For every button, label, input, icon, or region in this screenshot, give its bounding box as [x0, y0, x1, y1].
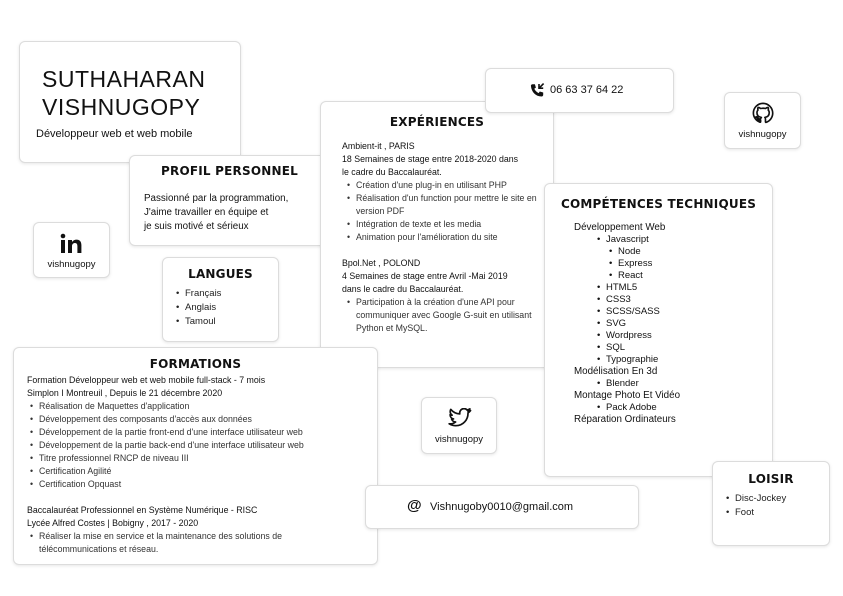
language-item: • Anglais	[173, 301, 221, 315]
linkedin-icon	[60, 233, 84, 255]
formation-bullet: • Certification Opquast	[27, 478, 372, 491]
skill-web-items	[594, 282, 680, 366]
skill-category: Développement Web	[574, 222, 666, 233]
skills-list	[574, 222, 680, 426]
profile-line: J'aime travailler en équipe et	[144, 207, 269, 218]
formation-place: Simplon I Montreuil , Depuis le 21 décembre 2020	[27, 388, 223, 398]
job-desc: le cadre du Baccalauréat.	[342, 167, 442, 177]
job-entry	[342, 140, 547, 244]
skill-web-list	[594, 234, 680, 246]
skill-modeling-list	[594, 378, 680, 390]
twitter-card[interactable]	[421, 397, 497, 454]
experiences-title: EXPÉRIENCES	[389, 115, 485, 129]
job-desc: 18 Semaines de stage entre 2018-2020 dans	[342, 154, 519, 164]
skill-js-list	[606, 246, 680, 282]
job-bullet: • Intégration de texte et les media	[344, 218, 547, 231]
languages-title: LANGUES	[188, 267, 253, 281]
formation-place: Lycée Alfred Costes | Bobigny , 2017 - 2020	[27, 518, 199, 528]
name-first: SUTHAHARAN	[42, 66, 206, 92]
formation-name: Formation Développeur web et web mobile full-stack - 7 mois	[27, 375, 266, 385]
github-card[interactable]	[724, 92, 801, 149]
skill-item: • Express	[606, 258, 680, 270]
formations-title: FORMATIONS	[149, 357, 242, 371]
formation-bullets	[27, 530, 372, 556]
email-card[interactable]	[365, 485, 639, 529]
skill-item: • Wordpress	[594, 330, 680, 342]
job-entry	[342, 257, 547, 335]
twitter-icon	[448, 408, 472, 428]
skills-title: COMPÉTENCES TECHNIQUES	[560, 197, 757, 211]
email-address: Vishnugoby0010@gmail.com	[430, 501, 574, 513]
formation-bullet: • Titre professionnel RNCP de niveau III	[27, 452, 372, 465]
phone-icon	[529, 83, 545, 99]
job-bullet: • Création d'une plug-in en utilisant PHP	[344, 179, 547, 192]
job-desc: 4 Semaines de stage entre Avril -Mai 2019	[342, 271, 508, 281]
language-item: • Français	[173, 287, 221, 301]
leisure-title: LOISIR	[748, 472, 794, 486]
skill-item: • Javascript	[594, 234, 680, 246]
skill-item: • SVG	[594, 318, 680, 330]
skill-item: • SCSS/SASS	[594, 306, 680, 318]
leisure-item: • Foot	[723, 506, 786, 520]
skill-item: • CSS3	[594, 294, 680, 306]
profile-card	[129, 155, 330, 246]
skill-category: Modélisation En 3d	[574, 366, 658, 377]
job-company: Bpol.Net , POLOND	[342, 258, 421, 268]
skill-category: Montage Photo Et Vidéo	[574, 390, 681, 401]
phone-number: 06 63 37 64 22	[550, 84, 624, 96]
profile-title: PROFIL PERSONNEL	[161, 164, 298, 178]
phone-card[interactable]	[485, 68, 674, 113]
github-handle: vishnugopy	[738, 129, 787, 140]
name-card	[19, 41, 241, 163]
formation-bullet: • Développement de la partie front-end d'une interface utilisateur web	[27, 426, 372, 439]
profile-text	[144, 192, 288, 234]
formation-bullet: • Réalisation de Maquettes d'application	[27, 400, 372, 413]
formation-bullet: • Développement des composants d'accès aux données	[27, 413, 372, 426]
at-icon: @	[407, 497, 422, 514]
formation-bullet: • Réaliser la mise en service et la maintenance des solutions de télécommunications et réseau.	[27, 530, 339, 556]
twitter-handle: vishnugopy	[434, 434, 484, 445]
language-item: • Tamoul	[173, 315, 221, 329]
skill-item: • Pack Adobe	[594, 402, 680, 414]
job-bullet: • Participation à la création d'une API pour communiquer avec Google G-suit en utilisant Python et MySQL.	[344, 296, 548, 335]
job-bullets	[344, 179, 547, 244]
job-bullet: • Animation pour l'amélioration du site	[344, 231, 547, 244]
leisure-list	[723, 492, 786, 520]
skill-item: • Blender	[594, 378, 680, 390]
formation-bullets	[27, 400, 372, 491]
formation-entry	[27, 504, 372, 556]
languages-list	[173, 287, 221, 329]
skill-item: • Node	[606, 246, 680, 258]
formations-card	[13, 347, 378, 565]
job-bullet: • Réalisation d'un function pour mettre le site en version PDF	[344, 192, 546, 218]
skill-montage-list	[594, 402, 680, 414]
job-subtitle: Développeur web et web mobile	[36, 128, 193, 140]
skill-item: • SQL	[594, 342, 680, 354]
job-bullets	[344, 296, 547, 335]
skill-category: Réparation Ordinateurs	[574, 414, 676, 425]
linkedin-handle: vishnugopy	[47, 259, 96, 270]
profile-line: je suis motivé et sérieux	[144, 221, 249, 232]
job-company: Ambient-it , PARIS	[342, 141, 415, 151]
name-last: VISHNUGOPY	[42, 94, 201, 120]
skill-item: • HTML5	[594, 282, 680, 294]
languages-card	[162, 257, 279, 342]
profile-line: Passionné par la programmation,	[144, 193, 289, 204]
formation-bullet: • Développement de la partie back-end d'une interface utilisateur web	[27, 439, 372, 452]
job-desc: dans le cadre du Baccalauréat.	[342, 284, 464, 294]
formation-bullet: • Certification Agilité	[27, 465, 372, 478]
github-icon	[752, 102, 774, 124]
leisure-card	[712, 461, 830, 546]
leisure-item: • Disc-Jockey	[723, 492, 786, 506]
experiences-card	[320, 101, 554, 368]
skills-card	[544, 183, 773, 477]
formation-entry	[27, 374, 372, 491]
skill-item: • Typographie	[594, 354, 680, 366]
formation-name: Baccalauréat Professionnel en Système Numérique - RISC	[27, 505, 258, 515]
skill-item: • React	[606, 270, 680, 282]
linkedin-card[interactable]	[33, 222, 110, 278]
